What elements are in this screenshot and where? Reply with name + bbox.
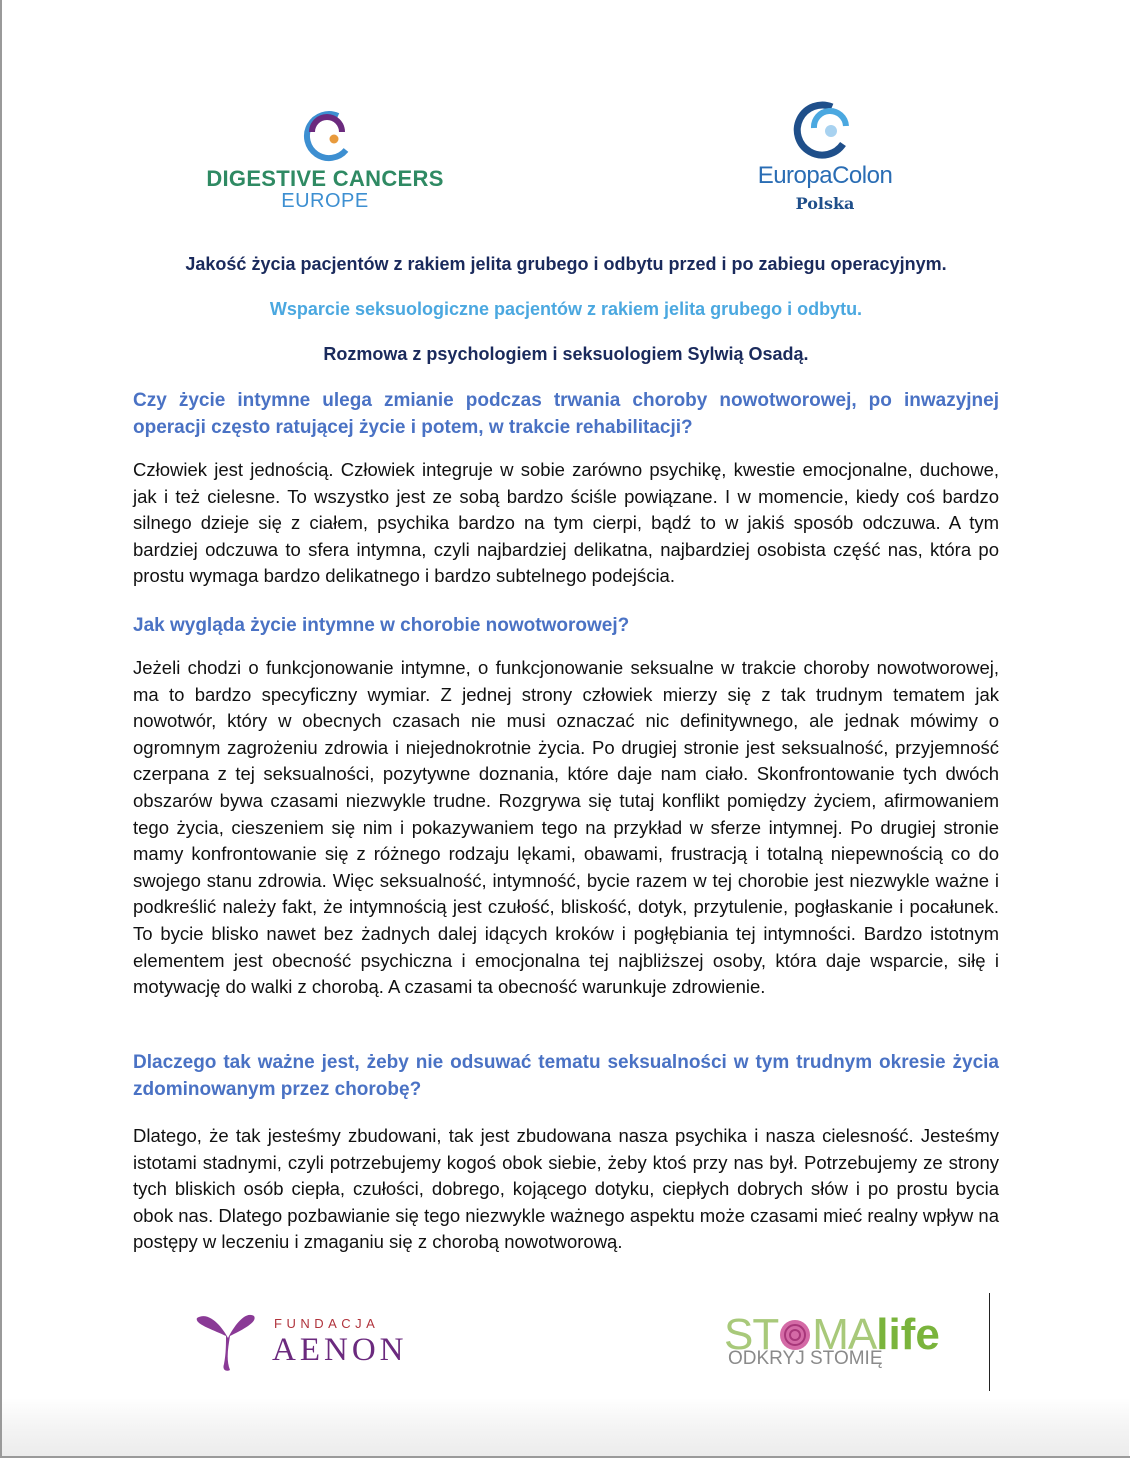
aenon-logo-top: FUNDACJA [274,1316,380,1331]
rose-icon [778,1313,812,1347]
dce-emblem-icon [200,106,450,166]
europacolon-logo-name: EuropaColon [757,162,893,189]
interview-line: Rozmowa z psychologiem i seksuologiem Sylwią Osadą. [323,344,809,364]
question-3: Dlaczego tak ważne jest, żeby nie odsuwać tematu seksualności w tym trudnym okresie życia zdominowanym przez chorobę? [133,1052,999,1100]
document-subtitle: Wsparcie seksuologiczne pacjentów z rakiem jelita grubego i odbytu. [269,299,863,319]
stomalife-life: life [876,1310,940,1359]
europacolon-logo-sub: Polska [795,194,855,213]
page-bottom-shadow [2,1398,1129,1456]
question-2: Jak wygląda życie intymne w chorobie nowotworowej? [133,615,630,636]
vertical-divider [989,1293,990,1391]
aenon-ribbon-icon [192,1308,262,1378]
question-1: Czy życie intymne ulega zmianie podczas trwania choroby nowotworowej, po inwazyjnej operacji często ratującej życie i potem, w trakcie rehabilitacji? [133,390,999,438]
answer-3: Dlatego, że tak jesteśmy zbudowani, tak jest zbudowana nasza psychika i nasza cielesność. Jesteśmy istotami stadnymi, czyli potrzebujemy kogoś obok siebie, żeby ktoś przy nas był. Potrzebujemy ze strony tych bliskich osób ciepła, czułości, dobrego, kojącego dotyku, ciepłych dobrych słów i po prostu bycia obok nas. Dlatego pozbawianie się tego niezwykle ważnego aspektu może czasami mieć realny wpływ na postępy w leczeniu i zmaganiu się z chorobą nowotworową. [133,1125,999,1253]
answer-1: Człowiek jest jednością. Człowiek integruje w sobie zarówno psychikę, kwestie emocjonalne, duchowe, jak i też cielesne. To wszystko jest ze sobą bardzo ściśle powiązane. I w momencie, kiedy coś bardzo silnego dzieje się z ciałem, psychika bardzo na tym cierpi, bądź to w jakiś sposób odczuwa. A tym bardziej odczuwa to sfera intymna, czyli najbardziej delikatna, najbardziej osobista część nas, która po prostu wymaga bardzo delikatnego i bardzo subtelnego podejścia. [133,459,999,587]
aenon-logo-main: AENON [272,1332,408,1368]
stomalife-st: ST [724,1310,779,1359]
fundacja-aenon-logo [192,1308,408,1378]
document-title: Jakość życia pacjentów z rakiem jelita grubego i odbytu przed i po zabiegu operacyjnym. [185,254,947,274]
stomalife-logo [724,1310,954,1380]
europacolon-emblem-icon [740,98,910,160]
stomalife-logo-sub: ODKRYJ STOMIĘ [728,1348,883,1369]
europacolon-logo [740,98,910,218]
digestive-cancers-europe-logo [200,106,450,216]
dce-logo-name: DIGESTIVE CANCERS [206,166,444,191]
dce-logo-sub: EUROPE [281,190,369,212]
stomalife-ma: MA [812,1310,877,1359]
answer-2: Jeżeli chodzi o funkcjonowanie intymne, o funkcjonowanie seksualne w trakcie choroby nowotworowej, ma to bardzo specyficzny wymiar. Z jednej strony człowiek mierzy się z tak trudnym tematem jak nowotwór, który w obecnych czasach nie musi oznaczać nic definitywnego, ale jednak mówimy o ogromnym zagrożeniu zdrowia i niejednokrotnie życia. Po drugiej stronie jest seksualność, przyjemność czerpana z tej seksualności, pozytywne doznania, które daje nam ciało. Skonfrontowanie tych dwóch obszarów bywa czasami niezwykle trudne. Rozgrywa się tutaj konflikt pomiędzy życiem, afirmowaniem tego życia, cieszeniem się nim i pokazywaniem tego na przykład w sferze intymnej. Po drugiej stronie mamy konfrontowanie się z różnego rodzaju lękami, obawami, frustracją i totalną niepewnością co do swojego stanu zdrowia. Więc seksualność, intymność, bycie razem w tej chorobie jest niezwykle ważne i podkreślić należy fakt, że intymnością jest czułość, bliskość, dotyk, przytulenie, pogłaskanie i pocałunek. To bycie blisko nawet bez żadnych dalej idących kroków i pogłębiania tej intymności. Bardzo istotnym elementem jest obecność psychiczna i emocjonalna tej najbliższej osoby, która daje wsparcie, siłę i motywację do walki z chorobą. A czasami ta obecność warunkuje zdrowienie. [133,657,999,998]
